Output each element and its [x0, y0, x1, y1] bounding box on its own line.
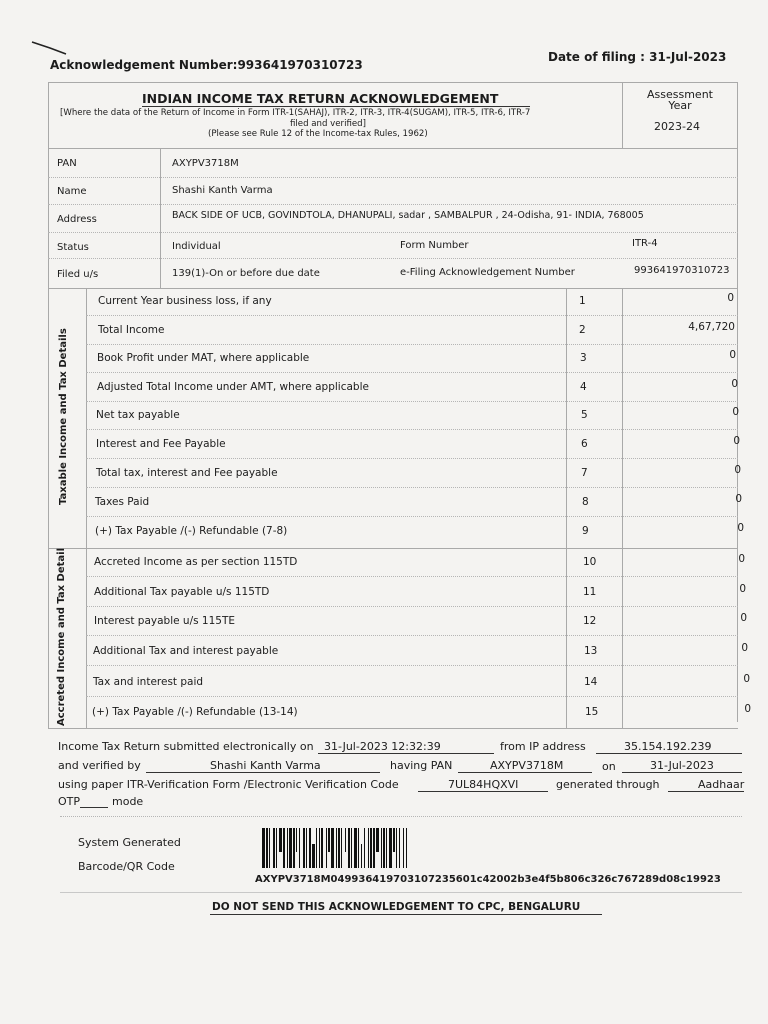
row-value: 0	[738, 553, 745, 565]
pan-label: PAN	[57, 158, 77, 169]
row-label: Additional Tax payable u/s 115TD	[94, 586, 270, 598]
row-number: 11	[583, 586, 597, 598]
name-label: Name	[57, 186, 87, 197]
row-divider	[86, 429, 738, 430]
row-number: 9	[582, 525, 589, 537]
row-divider	[86, 401, 738, 402]
row-value: 0	[739, 583, 746, 595]
row-label: Tax and interest paid	[93, 676, 204, 688]
row-value: 4,67,720	[688, 321, 735, 333]
verification-text-8: mode	[112, 795, 144, 808]
row-divider	[86, 696, 738, 697]
filed-under-value: 139(1)-On or before due date	[172, 268, 320, 279]
row-value: 0	[741, 642, 748, 654]
row-label: Net tax payable	[96, 409, 180, 421]
verification-method-1: Aadhaar	[698, 778, 745, 791]
row-divider	[86, 516, 738, 517]
row-number: 13	[584, 645, 598, 657]
address-value: BACK SIDE OF UCB, GOVINDTOLA, DHANUPALI, sadar , SAMBALPUR , 24-Odisha, 91- INDIA, 768005	[172, 210, 644, 221]
row-value: 0	[729, 349, 736, 361]
row-number: 15	[585, 706, 599, 718]
row-divider	[86, 344, 738, 345]
row-divider	[86, 458, 738, 459]
assessment-year-label	[640, 88, 720, 112]
verification-date: 31-Jul-2023	[650, 759, 714, 772]
row-number: 5	[581, 409, 588, 421]
row-value: 0	[735, 493, 742, 505]
row-label: Accreted Income as per section 115TD	[94, 556, 298, 568]
row-label: Additional Tax and interest payable	[93, 645, 279, 657]
barcode-bar	[407, 828, 408, 868]
title-subtext-3: (Please see Rule 12 of the Income-tax Rules, 1962)	[208, 129, 428, 139]
row-divider	[86, 576, 738, 577]
row-number: 14	[584, 676, 598, 688]
row-label: (+) Tax Payable /(-) Refundable (7-8)	[95, 525, 288, 537]
row-number: 6	[581, 438, 588, 450]
document-title: INDIAN INCOME TAX RETURN ACKNOWLEDGEMENT	[142, 91, 499, 106]
verification-text-4: having PAN	[390, 759, 453, 772]
verifier-name: Shashi Kanth Varma	[210, 759, 321, 772]
row-value: 0	[744, 703, 751, 715]
row-label: (+) Tax Payable /(-) Refundable (13-14)	[92, 706, 298, 718]
efiling-ack-value: 993641970310723	[634, 265, 730, 276]
barcode-label-1: System Generated	[78, 836, 181, 849]
section-accreted-income-label: Accreted Income and Tax Detail	[56, 547, 67, 726]
evc-code: 7UL84HQXVI	[448, 778, 519, 791]
pen-mark	[30, 38, 70, 58]
ay-label-line2: Year	[668, 99, 692, 112]
verification-text-7: generated through	[556, 778, 660, 791]
row-value: 0	[727, 292, 734, 304]
row-number: 8	[582, 496, 589, 508]
row-value: 0	[732, 406, 739, 418]
section-taxable-income-label: Taxable Income and Tax Details	[58, 328, 69, 505]
date-of-filing: Date of filing : 31-Jul-2023	[548, 50, 727, 64]
row-number: 3	[580, 352, 587, 364]
row-number: 1	[579, 295, 586, 307]
efiling-ack-label: e-Filing Acknowledgement Number	[400, 267, 575, 278]
filed-under-label: Filed u/s	[57, 269, 99, 280]
row-number: 12	[583, 615, 597, 627]
row-number: 2	[579, 324, 586, 336]
row-divider	[86, 635, 738, 636]
row-label: Adjusted Total Income under AMT, where applicable	[97, 381, 369, 393]
barcode-label-2: Barcode/QR Code	[78, 860, 175, 873]
row-divider	[86, 606, 738, 607]
row-value: 0	[734, 464, 741, 476]
ip-address: 35.154.192.239	[624, 740, 712, 753]
form-number-value: ITR-4	[632, 238, 658, 249]
verification-text-2: from IP address	[500, 740, 586, 753]
row-divider	[86, 665, 738, 666]
row-number: 10	[583, 556, 597, 568]
row-divider	[86, 315, 738, 316]
form-number-label: Form Number	[400, 240, 469, 251]
acknowledgement-number: Acknowledgement Number:993641970310723	[50, 58, 363, 72]
submission-datetime: 31-Jul-2023 12:32:39	[324, 740, 441, 753]
barcode-string: AXYPV3718M049936419703107235601c42002b3e4f5b806c326c767289d08c19923	[255, 874, 721, 885]
row-value: 0	[743, 673, 750, 685]
address-label: Address	[57, 214, 97, 225]
row-label: Total Income	[98, 324, 165, 336]
pan-value: AXYPV3718M	[172, 158, 239, 169]
verification-text-3: and verified by	[58, 759, 141, 772]
row-divider	[86, 372, 738, 373]
row-value: 0	[740, 612, 747, 624]
verification-method-2: OTP	[58, 795, 81, 808]
title-subtext-2: filed and verified]	[290, 119, 366, 129]
row-number: 7	[581, 467, 588, 479]
barcode-image	[262, 828, 408, 868]
row-divider	[86, 487, 738, 488]
row-number: 4	[580, 381, 587, 393]
status-label: Status	[57, 242, 89, 253]
row-value: 0	[737, 522, 744, 534]
assessment-year-value: 2023-24	[654, 120, 700, 133]
row-label: Interest and Fee Payable	[96, 438, 226, 450]
row-label: Current Year business loss, if any	[98, 295, 272, 307]
row-label: Book Profit under MAT, where applicable	[97, 352, 310, 364]
verification-pan: AXYPV3718M	[490, 759, 564, 772]
footer-notice: DO NOT SEND THIS ACKNOWLEDGEMENT TO CPC, BENGALURU	[212, 901, 581, 913]
title-subtext-1: [Where the data of the Return of Income in Form ITR-1(SAHAJ), ITR-2, ITR-3, ITR-4(SUGAM), ITR-5, ITR-6, ITR-7	[60, 108, 531, 118]
status-value: Individual	[172, 241, 221, 252]
verification-text-6: using paper ITR-Verification Form /Electronic Verification Code	[58, 778, 399, 791]
row-value: 0	[733, 435, 740, 447]
row-value: 0	[731, 378, 738, 390]
ay-label-line1: Assessment	[647, 88, 713, 101]
row-label: Total tax, interest and Fee payable	[96, 467, 278, 479]
name-value: Shashi Kanth Varma	[172, 185, 273, 196]
row-label: Interest payable u/s 115TE	[94, 615, 236, 627]
verification-text-1: Income Tax Return submitted electronically on	[58, 740, 314, 753]
verification-text-5: on	[602, 760, 616, 773]
row-label: Taxes Paid	[95, 496, 150, 508]
